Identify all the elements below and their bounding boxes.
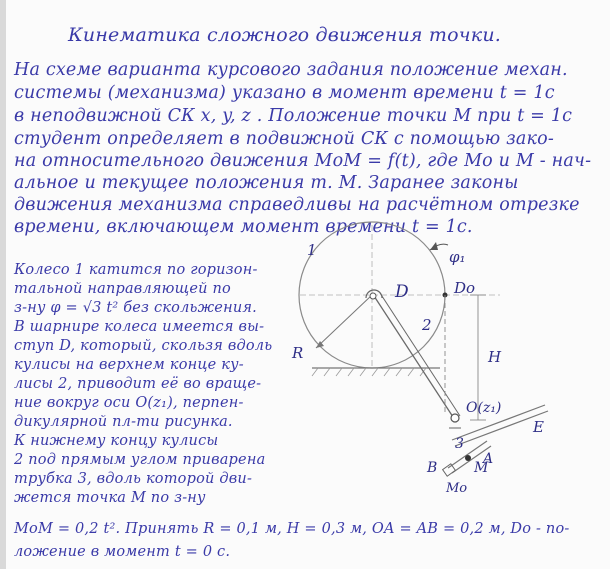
paragraph-line: альное и текущее положения т. M. Заранее законы <box>14 173 519 193</box>
label-a: A <box>483 451 494 467</box>
label-phi: φ₁ <box>449 248 466 266</box>
label-d: D <box>395 282 409 302</box>
ground-hatching <box>312 368 426 376</box>
label-r: R <box>292 344 304 362</box>
paragraph-line: На схеме варианта курсового задания положение механ. <box>14 60 568 80</box>
paragraph-line: времени, включающем момент времени t = 1c. <box>14 217 473 237</box>
problem-line: тальной направляющей по <box>14 281 231 297</box>
problem-line: В шарнире колеса имеется вы- <box>14 319 265 335</box>
paragraph-line: системы (механизма) указано в момент времени t = 1c <box>14 83 555 103</box>
pivot-o <box>451 414 459 422</box>
label-b: B <box>427 460 438 476</box>
problem-line: ние вокруг оси O(z₁), перпен- <box>14 395 244 411</box>
rocker-edge <box>380 293 460 416</box>
problem-line: жется точка M по з-ну <box>14 490 206 506</box>
radius-line <box>316 295 372 348</box>
problem-line: MoM = 0,2 t². Принять R = 0,1 м, H = 0,3 м, OA = AB = 0,2 м, Do - по- <box>14 521 570 537</box>
problem-line: 2 под прямым углом приварена <box>14 452 266 468</box>
problem-line: К нижнему концу кулисы <box>14 433 219 449</box>
problem-line: ступ D, который, скользя вдоль <box>14 338 273 354</box>
label-m: M <box>474 460 489 476</box>
label-rocker: 2 <box>422 316 432 334</box>
paragraph-line: в неподвижной СК x, y, z . Положение точки M при t = 1c <box>14 106 573 126</box>
label-do: Do <box>454 279 476 297</box>
label-o: O(z₁) <box>466 400 502 416</box>
paragraph-line: на относительного движения MoM = f(t), где Mo и M - нач- <box>14 151 592 171</box>
paragraph-line: движения механизма справедливы на расчётном отрезке <box>14 195 580 215</box>
label-tube: 3 <box>455 436 464 452</box>
pin-d-dot <box>370 293 376 299</box>
problem-line: лисы 2, приводит её во враще- <box>14 376 262 392</box>
page-title: Кинематика сложного движения точки. <box>68 24 502 46</box>
point-m <box>465 455 471 461</box>
label-mo: Mo <box>446 481 468 496</box>
problem-line: з-ну φ = √3 t² без скольжения. <box>14 300 257 316</box>
problem-line: Колесо 1 катится по горизон- <box>14 262 258 278</box>
label-wheel: 1 <box>307 241 317 259</box>
tube-b-end <box>443 464 456 476</box>
problem-line: ложение в момент t = 0 с. <box>14 544 231 560</box>
label-e: E <box>533 418 544 436</box>
problem-line: трубка 3, вдоль которой дви- <box>14 471 253 487</box>
paragraph-line: студент определяет в подвижной СК с помощью зако- <box>14 129 555 149</box>
phi-arrowhead <box>430 242 438 250</box>
problem-line: дикулярной пл-ти рисунка. <box>14 414 233 430</box>
label-h: H <box>488 348 502 366</box>
problem-line: кулисы на верхнем конце ку- <box>14 357 244 373</box>
